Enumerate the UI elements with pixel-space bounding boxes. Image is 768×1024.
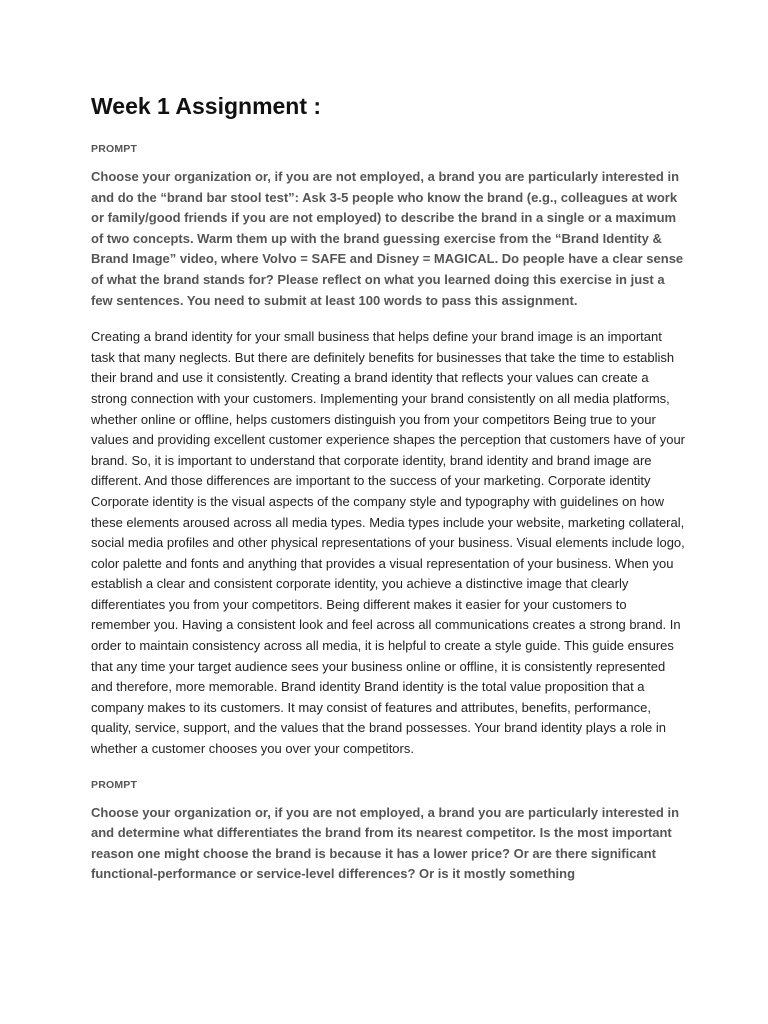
section-2 [91, 778, 687, 885]
document-page [91, 90, 687, 901]
answer-text: Creating a brand identity for your small business that helps define your brand image is an important task that many neglects. But there are definitely benefits for businesses that take the time to establish their brand and use it consistently. Creating a brand identity that reflects your values can create a strong connection with your customers. Implementing your brand consistently on all media platforms, whether online or offline, helps customers distinguish you from your competitors Being true to your values and providing excellent customer experience shapes the perception that customers have of your brand. So, it is important to understand that corporate identity, brand identity and brand image are different. And those differences are important to the success of your marketing. Corporate identity Corporate identity is the visual aspects of the company style and typography with guidelines on how these elements aroused across all media types. Media types include your website, marketing collateral, social media profiles and other physical representations of your business. Visual elements include logo, color palette and fonts and anything that provides a visual representation of your business. When you establish a clear and consistent corporate identity, you achieve a distinctive image that clearly differentiates you from your competitors. Being different makes it easier for your customers to remember you. Having a consistent look and feel across all communications creates a strong brand. In order to maintain consistency across all media, it is helpful to create a style guide. This guide ensures that any time your target audience sees your business online or offline, it is consistently represented and therefore, more memorable. Brand identity Brand identity is the total value proposition that a company makes to its customers. It may consist of features and attributes, benefits, performance, quality, service, support, and the values that the brand possesses. Your brand identity plays a role in whether a customer chooses you over your competitors. [91, 329, 686, 757]
prompt-text: Choose your organization or, if you are not employed, a brand you are particularly interested in and determine what differentiates the brand from its nearest competitor. Is the most important reason one might choose the brand is because it has a lower price? Or are there significant functional-performance or service-level differences? Or is it mostly something [91, 804, 680, 882]
prompt-text: Choose your organization or, if you are not employed, a brand you are particularly interested in and do the “brand bar stool test”: Ask 3-5 people who know the brand (e.g., colleagues at work or family/good friends if you are not employed) to describe the brand in a single or a maximum of two concepts. Warm them up with the brand guessing exercise from the “Brand Identity & Brand Image” video, where Volvo = SAFE and Disney = MAGICAL. Do people have a clear sense of what the brand stands for? Please reflect on what you learned doing this exercise in just a few sentences. You need to submit at least 100 words to pass this assignment. [91, 169, 684, 308]
section-1 [91, 142, 687, 760]
prompt-label: PROMPT [91, 778, 138, 791]
document-title: Week 1 Assignment : [91, 93, 322, 119]
prompt-label: PROMPT [91, 143, 138, 155]
